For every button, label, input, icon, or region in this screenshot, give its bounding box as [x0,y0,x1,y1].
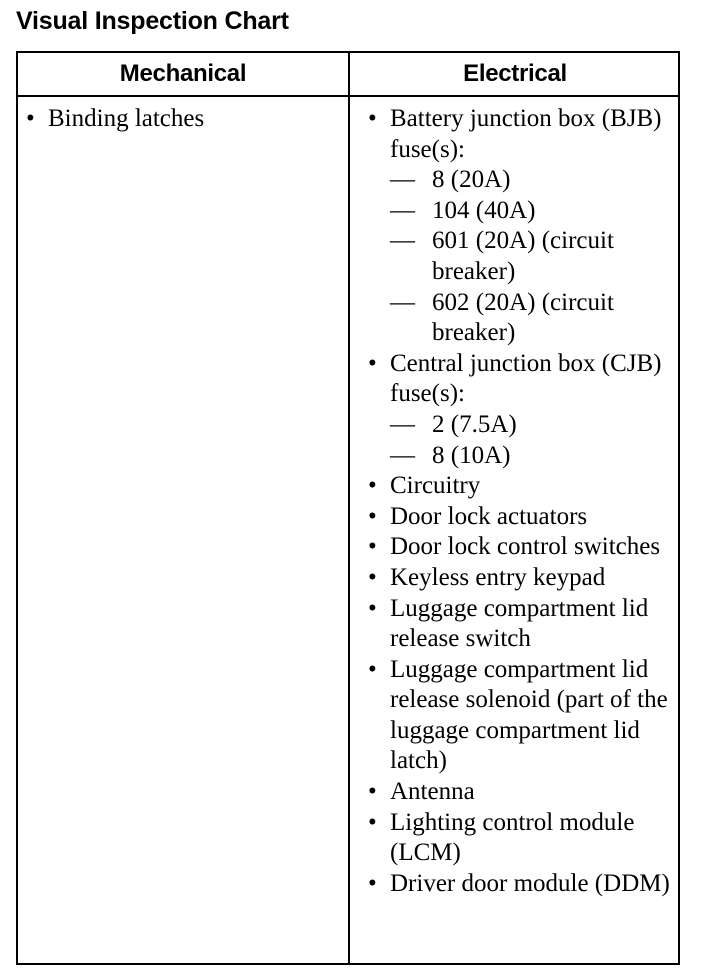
bullet-icon: • [368,594,377,622]
visual-inspection-table [16,51,680,965]
dash-icon: — [390,166,415,194]
list-item-text: Binding latches [48,105,205,132]
list-item-text: Keyless entry keypad [390,563,606,591]
list-item [368,532,680,563]
sub-list-item [390,441,680,472]
list-item-text: Circuitry [390,472,481,500]
list-item [368,104,680,349]
sub-list-item-text: 2 (7.5A) [432,410,517,438]
list-item [368,563,680,594]
sub-list-item [390,410,680,441]
sub-list-item-text: 601 (20A) (circuit breaker) [432,227,614,285]
column-divider [348,53,350,963]
bullet-icon: • [368,472,377,500]
sub-list-item-text: 104 (40A) [432,196,536,224]
header-rule [18,95,678,97]
electrical-column [368,104,680,899]
list-item-text: Luggage compartment lid release switch [390,594,649,653]
electrical-list [368,104,680,899]
electrical-column-header: Electrical [463,60,567,87]
list-item-text: Battery junction box (BJB) fuse(s): [390,105,662,163]
sub-list-item-text: 8 (20A) [432,166,511,194]
bullet-icon: • [368,533,377,561]
list-item-text: Door lock control switches [390,533,661,561]
list-item [368,471,680,502]
sub-list-item [390,165,680,196]
bullet-icon: • [368,869,377,897]
dash-icon: — [390,196,415,224]
list-item-text: Driver door module (DDM) [390,869,670,897]
sub-list-item-text: 8 (10A) [432,441,511,469]
bullet-icon: • [368,655,377,683]
dash-icon: — [390,441,415,469]
sub-list [390,165,680,349]
dash-icon: — [390,410,415,438]
sub-list-item-text: 602 (20A) (circuit breaker) [432,288,614,347]
mechanical-column [26,104,342,135]
list-item-text: Door lock actuators [390,502,588,530]
list-item [368,869,680,900]
mechanical-column-header: Mechanical [119,60,247,87]
bullet-icon: • [368,778,377,806]
sub-list-item [390,196,680,227]
list-item [368,655,680,777]
list-item-text: Central junction box (CJB) fuse(s): [390,349,662,408]
list-item [368,594,680,655]
list-item [368,808,680,869]
sub-list-item [390,288,680,349]
dash-icon: — [390,227,415,255]
bullet-icon: • [368,349,377,377]
sub-list-item [390,226,680,287]
sub-list [390,410,680,471]
list-item-text: Antenna [390,778,475,806]
list-item-text: Luggage compartment lid release solenoid (part of the luggage compartment lid latch) [390,655,668,775]
bullet-icon: • [368,502,377,530]
list-item [26,104,342,135]
dash-icon: — [390,288,415,316]
list-item-text: Lighting control module (LCM) [390,808,635,867]
bullet-icon: • [368,105,377,132]
list-item [368,777,680,808]
mechanical-list [26,104,342,135]
bullet-icon: • [368,563,377,591]
page-title: Visual Inspection Chart [16,7,289,35]
list-item [368,349,680,471]
bullet-icon: • [26,105,35,132]
list-item [368,502,680,533]
bullet-icon: • [368,808,377,836]
